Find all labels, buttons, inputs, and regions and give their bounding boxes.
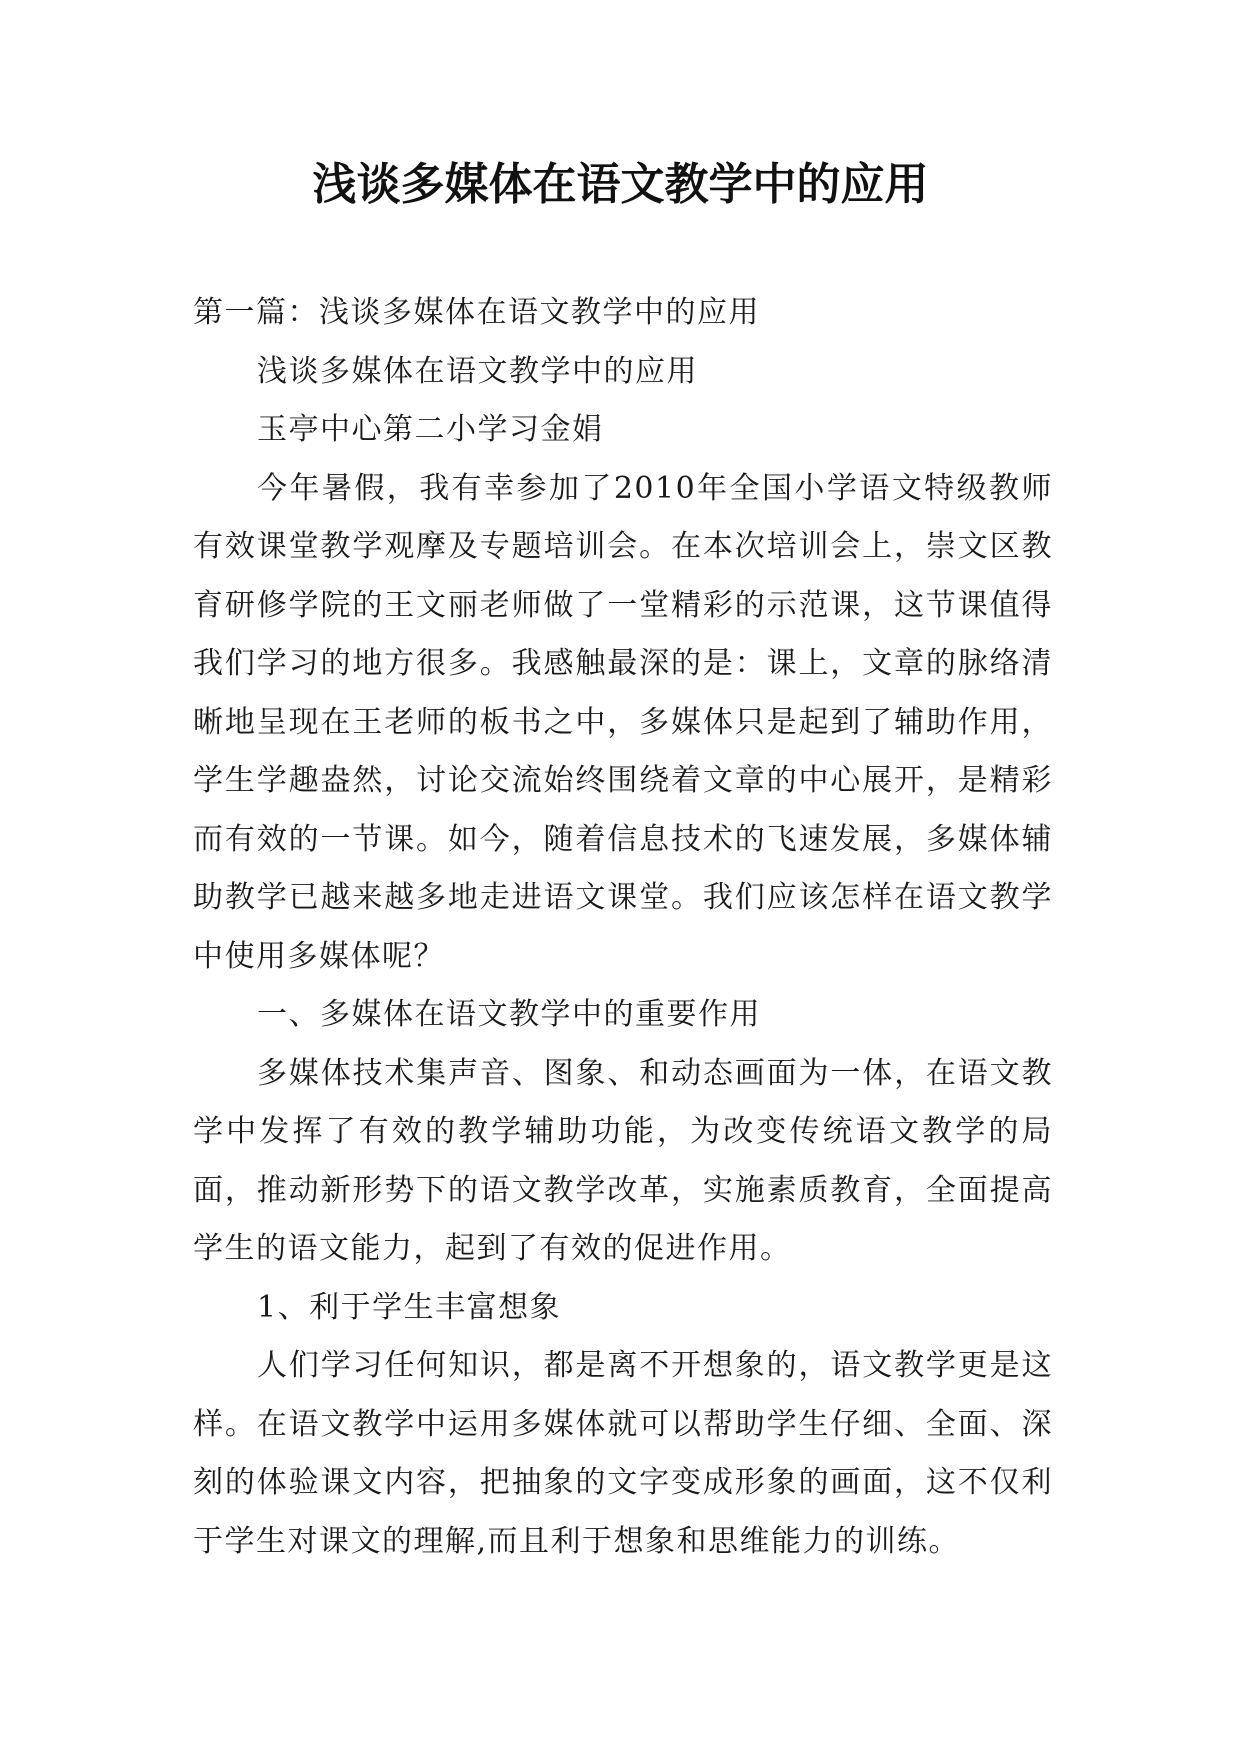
author-line: 玉亭中心第二小学习金娟 — [257, 412, 604, 447]
document-body — [193, 284, 1053, 1571]
document-title: 浅谈多媒体在语文教学中的应用 — [312, 159, 929, 210]
paragraph-intro: 今年暑假，我有幸参加了2010年全国小学语文特级教师有效课堂教学观摩及专题培训会。在本次培训会上，崇文区教育研修学院的王文丽老师做了一堂精彩的示范课，这节课值得我们学习的地方很多。我感触最深的是：课上，文章的脉络清晰地呈现在王老师的板书之中，多媒体只是起到了辅助作用，学生学趣盎然，讨论交流始终围绕着文章的中心展开，是精彩而有效的一节课。如今，随着信息技术的飞速发展，多媒体辅助教学已越来越多地走进语文课堂。我们应该怎样在语文教学中使用多媒体呢？ — [193, 470, 1053, 974]
paragraph-imagination: 人们学习任何知识，都是离不开想象的，语文教学更是这样。在语文教学中运用多媒体就可以帮助学生仔细、全面、深刻的体验课文内容，把抽象的文字变成形象的画面，这不仅利于学生对课文的理解,而且利于想象和思维能力的训练。 — [193, 1348, 1053, 1559]
subheading-imagination: 1、利于学生丰富想象 — [257, 1289, 562, 1325]
section-heading: 第一篇：浅谈多媒体在语文教学中的应用 — [193, 295, 760, 330]
subheading-role: 一、多媒体在语文教学中的重要作用 — [257, 997, 761, 1032]
paragraph-role: 多媒体技术集声音、图象、和动态画面为一体，在语文教学中发挥了有效的教学辅助功能，为改变传统语文教学的局面，推动新形势下的语文教学改革，实施素质教育，全面提高学生的语文能力，起到了有效的促进作用。 — [193, 1055, 1053, 1266]
article-title: 浅谈多媒体在语文教学中的应用 — [257, 353, 698, 389]
